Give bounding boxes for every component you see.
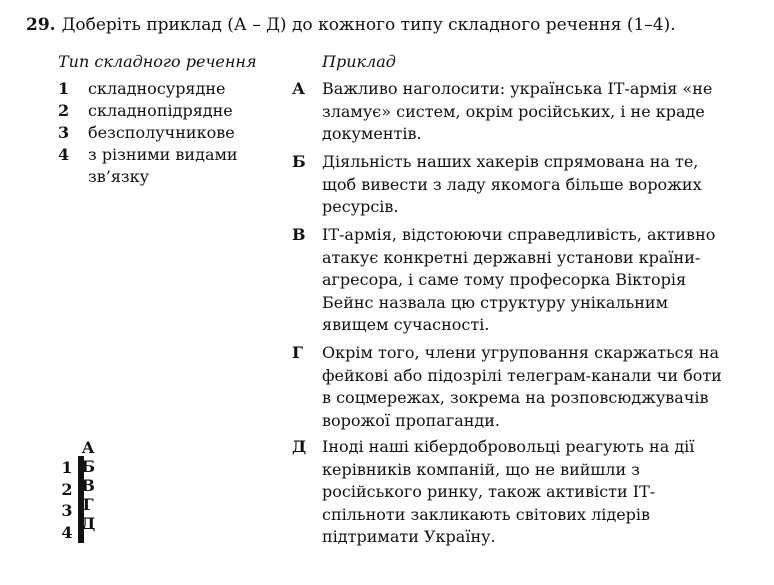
- type-item-1: [58, 78, 258, 100]
- grid-row-2: 2: [61, 480, 73, 499]
- type-label: складносурядне: [88, 79, 226, 98]
- example-letter-b: Б: [292, 152, 306, 171]
- type-item-3: [58, 122, 258, 144]
- grid-row-4: 4: [61, 523, 73, 542]
- grid-row: [79, 521, 84, 543]
- grid-row-1: 1: [61, 458, 73, 477]
- type-label: безсполучникове: [88, 123, 235, 142]
- type-item-4: [58, 144, 248, 188]
- grid-column-a: А: [81, 438, 95, 457]
- example-text-b: Діяльність наших хакерів спрямована на те, щоб вивести з ладу якомога більше ворожих ресурсів.: [322, 152, 702, 216]
- answer-cell[interactable]: [83, 457, 84, 479]
- types-heading: Тип складного речення: [58, 52, 257, 71]
- grid-row: [79, 500, 84, 522]
- example-text-d: Іноді наші кібердобровольці реагують на дії керівників компаній, що не вийшли з російського ринку, також активісти ІТ-спільноти закликають світових лідерів підтримати Україну.: [322, 437, 695, 546]
- answer-cell[interactable]: [83, 478, 84, 500]
- example-letter-a: А: [292, 79, 306, 98]
- answer-cell[interactable]: [83, 521, 84, 543]
- grid-row: [79, 478, 84, 500]
- type-label: складнопідрядне: [88, 101, 233, 120]
- question-header: [26, 15, 676, 35]
- example-text-h: Окрім того, члени угруповання скаржаться на фейкові або підозрілі телеграм-канали чи боти в соцмережах, зокрема на розповсюджувачів ворожої пропаганди.: [322, 343, 722, 430]
- grid-column-v: В: [81, 476, 95, 495]
- grid-column-h: Г: [82, 495, 94, 514]
- example-letter-v: В: [292, 225, 306, 244]
- type-number: 4: [58, 145, 70, 164]
- type-number: 1: [58, 79, 70, 98]
- examples-heading: Приклад: [322, 52, 396, 71]
- type-label: з різними видами зв’язку: [88, 145, 238, 186]
- grid-row-3: 3: [61, 501, 73, 520]
- answer-grid-table: [78, 456, 84, 543]
- example-text-v: ІТ-армія, відстоюючи справедливість, активно атакує конкретні державні установи країни-агресора, і саме тому професорка Вікторія Бейнс назвала цю структуру унікальним явищем сучасності.: [322, 225, 716, 334]
- example-letter-d: Д: [292, 437, 307, 456]
- type-item-2: [58, 100, 258, 122]
- question-number: 29.: [26, 15, 56, 35]
- answer-cell[interactable]: [83, 500, 84, 522]
- example-text-a: Важливо наголосити: українська ІТ-армія «не зламує» систем, окрім російських, і не краде документів.: [322, 79, 713, 143]
- grid-row: [79, 457, 84, 479]
- type-number: 3: [58, 123, 70, 142]
- question-prompt: Доберіть приклад (А – Д) до кожного типу складного речення (1–4).: [61, 15, 676, 35]
- type-number: 2: [58, 101, 70, 120]
- example-letter-h: Г: [292, 343, 304, 362]
- grid-column-d: Д: [81, 514, 96, 533]
- grid-column-b: Б: [81, 457, 96, 476]
